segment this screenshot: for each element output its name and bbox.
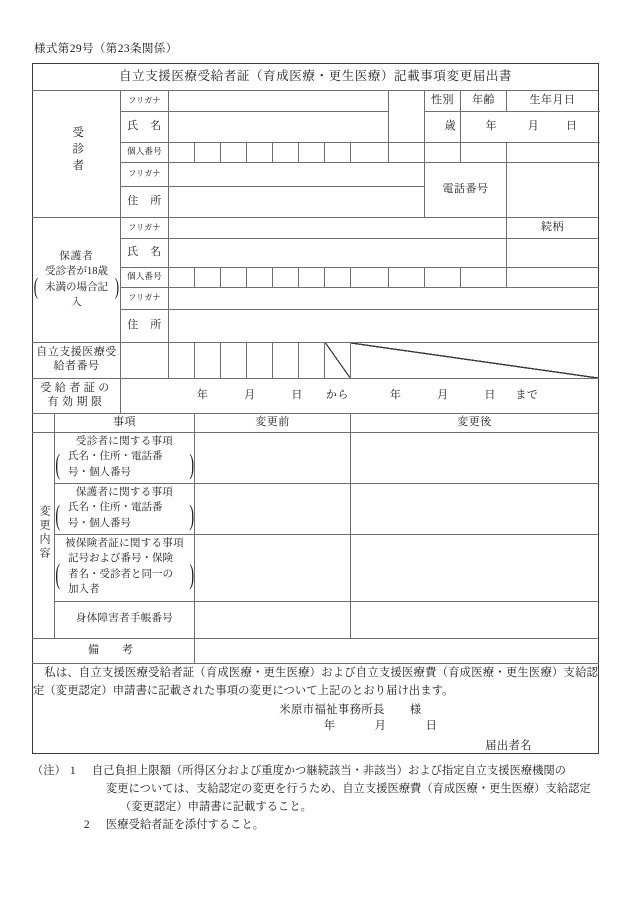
changes-header-before (195, 413, 351, 432)
recipient-number-digit[interactable] (169, 342, 195, 378)
declaration-honorific: 様 (409, 704, 422, 717)
patient-mynumber-label: 個人番号 (127, 146, 162, 157)
patient-sex-label: 性別 (431, 93, 454, 106)
guardian-title: 保護者 (59, 251, 94, 263)
guardian-furigana-row (33, 217, 599, 238)
changes-item-sub: ( 記号および番号・保険者名・受診者と同一の加入者 ) (55, 551, 194, 598)
guardian-mynumber-digit[interactable] (325, 267, 351, 287)
patient-mynumber-digit[interactable] (195, 142, 221, 162)
patient-mynumber-digit[interactable] (247, 142, 273, 162)
patient-address-furigana-label-cell (121, 162, 169, 186)
changes-before-value[interactable] (195, 534, 351, 601)
changes-item-title: 被保険者証に関する事項 (65, 537, 184, 549)
patient-birth-year-label: 年 (485, 119, 497, 132)
title-row (33, 63, 599, 90)
validity-to-year: 年 (389, 388, 402, 401)
changes-item-sub: ( 氏名・住所・電話番号・個人番号 ) (55, 500, 194, 532)
guardian-mynumber-digit[interactable] (507, 267, 599, 287)
patient-name-value[interactable] (169, 111, 389, 142)
guardian-name-value[interactable] (169, 238, 507, 267)
changes-before-value[interactable] (195, 483, 351, 534)
recipient-number-digit[interactable] (195, 342, 221, 378)
patient-mynumber-digit[interactable] (351, 142, 389, 162)
patient-mynumber-digit[interactable] (221, 142, 247, 162)
changes-item-sub: ( 氏名・住所・電話番号・個人番号 ) (55, 449, 194, 481)
notes-tag: （注） (32, 765, 66, 778)
guardian-mynumber-digit[interactable] (247, 267, 273, 287)
patient-address-label: 住 所 (127, 194, 162, 207)
guardian-address-label: 住 所 (127, 318, 162, 331)
patient-mynumber-digit[interactable] (325, 142, 351, 162)
patient-birth-day-label: 日 (566, 119, 578, 132)
changes-after-value[interactable] (351, 534, 599, 601)
changes-header-item-text: 事項 (113, 415, 136, 428)
note-text (106, 817, 598, 835)
guardian-mynumber-digit[interactable] (169, 267, 195, 287)
remarks-row (33, 638, 599, 663)
patient-name-label-cell (121, 111, 169, 142)
changes-after-value[interactable] (351, 432, 599, 483)
guardian-relation-label-cell (507, 217, 599, 238)
main-form-table (32, 63, 599, 755)
declaration-addressee-line (33, 703, 598, 717)
recipient-number-label-line2: 給者番号 (53, 360, 100, 372)
changes-after-value[interactable] (351, 601, 599, 638)
remarks-label: 備 考 (88, 643, 139, 656)
patient-name-label: 氏 名 (127, 119, 162, 132)
changes-row-booklet (33, 601, 599, 638)
changes-item-title: 保護者に関する事項 (75, 486, 174, 498)
guardian-furigana-value[interactable] (169, 217, 507, 238)
patient-age-header (425, 90, 461, 111)
changes-section-label (33, 432, 55, 638)
guardian-condition-note (33, 264, 120, 310)
note-number: 2 (84, 819, 90, 832)
guardian-furigana-label-cell (121, 217, 169, 238)
guardian-section-label (33, 217, 121, 342)
patient-mynumber-digit[interactable] (507, 142, 599, 162)
guardian-name-label: 氏 名 (127, 245, 162, 258)
changes-item-label (55, 534, 195, 601)
guardian-mynumber-label: 個人番号 (127, 271, 162, 282)
recipient-number-label-line1: 自立支援医療受 (36, 346, 117, 359)
guardian-mynumber-digit[interactable] (195, 267, 221, 287)
recipient-number-row (33, 342, 599, 378)
recipient-number-void-area (351, 342, 599, 378)
patient-section-label-text: 受診者 (71, 126, 84, 176)
note-number: 1 (70, 765, 76, 778)
declaration-date-month: 月 (374, 720, 387, 733)
patient-phone-value[interactable] (507, 162, 599, 217)
patient-mynumber-digit[interactable] (273, 142, 299, 162)
form-number: 様式第29号（第23条関係） (34, 43, 178, 55)
changes-header-before-text: 変更前 (255, 415, 290, 428)
changes-row-patient (33, 432, 599, 483)
patient-phone-label: 電話番号 (442, 182, 489, 195)
changes-item-title: 身体障害者手帳番号 (75, 613, 174, 625)
declaration-date-line[interactable] (33, 719, 598, 733)
validity-to-day: 日 (484, 388, 496, 401)
changes-before-value[interactable] (195, 601, 351, 638)
recipient-number-digit[interactable] (299, 342, 325, 378)
guardian-mynumber-digit[interactable] (425, 267, 461, 287)
notes-block (32, 763, 598, 835)
form-title: 自立支援医療受給者証（育成医療・更生医療）記載事項変更届出書 (33, 63, 599, 90)
patient-mynumber-digit[interactable] (169, 142, 195, 162)
guardian-relation-label: 続柄 (541, 220, 564, 233)
recipient-number-label-cell (33, 342, 121, 378)
patient-mynumber-digit[interactable] (425, 142, 461, 162)
note-line: 自己負担上限額（所得区分および重度かつ継続該当・非該当）および指定自立支援医療機関の (92, 765, 567, 778)
guardian-address-furigana-label: フリガナ (128, 293, 161, 303)
changes-after-value[interactable] (351, 483, 599, 534)
declaration-cell (33, 663, 599, 754)
note-item (84, 817, 598, 835)
declaration-addressee: 米原市福祉事務所長 (279, 704, 385, 717)
patient-age-unit: 歳 (444, 119, 457, 132)
patient-birth-value[interactable] (461, 111, 599, 142)
validity-label-line1: 受給者証の (40, 381, 113, 394)
patient-mynumber-digit[interactable] (461, 142, 507, 162)
validity-to-month: 月 (437, 388, 449, 401)
validity-from-month: 月 (244, 388, 256, 401)
guardian-mynumber-digit[interactable] (389, 267, 425, 287)
guardian-note-line1: 受診者が18歳 (45, 266, 108, 278)
changes-section-label-text: 変更内容 (38, 504, 50, 561)
validity-to-suffix: まで (515, 388, 539, 401)
changes-before-value[interactable] (195, 432, 351, 483)
patient-mynumber-digit[interactable] (299, 142, 325, 162)
guardian-furigana-label: フリガナ (128, 222, 161, 232)
declaration-signer-label: 届出者名 (485, 740, 533, 753)
validity-from-year: 年 (196, 388, 209, 401)
patient-sex-value[interactable] (389, 90, 425, 142)
note-line: （変更認定）申請書に記載すること。 (120, 801, 312, 814)
patient-address-value[interactable] (169, 186, 425, 217)
remarks-value[interactable] (195, 638, 599, 663)
declaration-row (33, 663, 599, 754)
guardian-address-furigana-label-cell (121, 287, 169, 309)
guardian-name-label-cell (121, 238, 169, 267)
patient-birth-label: 生年月日 (529, 93, 576, 106)
changes-item-title: 受診者に関する事項 (75, 435, 174, 447)
validity-period-row (33, 378, 599, 413)
recipient-number-digit[interactable] (247, 342, 273, 378)
patient-furigana-label (121, 90, 169, 111)
changes-item-label (55, 483, 195, 534)
changes-header-after-text: 変更後 (457, 415, 492, 428)
note-line: 医療受給者証を添付すること。 (106, 819, 265, 832)
validity-from-day: 日 (291, 388, 303, 401)
patient-furigana-row (33, 90, 599, 111)
declaration-body: 私は、自立支援医療受給者証（育成医療・更生医療）および自立支援医療費（育成医療・更生医療）支給認定（変更認定）申請書に記載された事項の変更について上記のとおり届け出ます。 (33, 666, 599, 697)
guardian-mynumber-label-cell (121, 267, 169, 287)
validity-label-cell (33, 378, 121, 413)
recipient-number-digit[interactable] (273, 342, 299, 378)
note-text (92, 763, 598, 817)
patient-furigana-value[interactable] (169, 90, 389, 111)
patient-birth-label-cell (507, 90, 599, 111)
guardian-mynumber-digit[interactable] (273, 267, 299, 287)
patient-phone-label-cell (425, 162, 507, 217)
guardian-mynumber-digit[interactable] (461, 267, 507, 287)
recipient-number-digit[interactable] (121, 342, 169, 378)
changes-header-after (351, 413, 599, 432)
patient-mynumber-digit[interactable] (389, 142, 425, 162)
changes-header-row (33, 413, 599, 432)
changes-header-item (55, 413, 195, 432)
patient-address-furigana-label: フリガナ (128, 169, 161, 179)
patient-mynumber-label-cell (121, 142, 169, 162)
patient-age-value[interactable] (425, 111, 461, 142)
patient-furigana-label-text: フリガナ (128, 95, 161, 105)
patient-age-label-cell (461, 90, 507, 111)
recipient-number-digit[interactable] (221, 342, 247, 378)
guardian-mynumber-digit[interactable] (351, 267, 389, 287)
patient-address-label-cell (121, 186, 169, 217)
declaration-date-year: 年 (323, 720, 336, 733)
declaration-date-day: 日 (425, 720, 438, 733)
note-line: 変更については、支給認定の変更を行うため、自立支援医療費（育成医療・更生医療）支給認定 (106, 783, 591, 796)
guardian-relation-value[interactable] (507, 238, 599, 267)
changes-item-label (55, 432, 195, 483)
patient-address-furigana-value[interactable] (169, 162, 425, 186)
note-item (32, 763, 598, 817)
guardian-mynumber-digit[interactable] (299, 267, 325, 287)
validity-from-suffix: から (325, 388, 349, 401)
recipient-number-digit-slashed[interactable] (325, 342, 351, 378)
changes-item-label (55, 601, 195, 638)
patient-age-label: 年齢 (472, 93, 495, 106)
patient-section-label (33, 90, 121, 217)
changes-corner-cell (33, 413, 55, 432)
guardian-mynumber-digit[interactable] (221, 267, 247, 287)
patient-birth-month-label: 月 (527, 119, 540, 132)
changes-row-insurance (33, 534, 599, 601)
guardian-address-label-cell (121, 309, 169, 342)
remarks-label-cell (33, 638, 195, 663)
validity-period-value[interactable] (121, 378, 599, 413)
changes-row-guardian (33, 483, 599, 534)
guardian-address-value[interactable] (169, 309, 599, 342)
guardian-note-line2: 未満の場合記入 (45, 281, 108, 308)
declaration-signer-line[interactable] (33, 739, 598, 753)
validity-label-line2: 有効期限 (47, 395, 106, 408)
guardian-address-furigana-value[interactable] (169, 287, 599, 309)
